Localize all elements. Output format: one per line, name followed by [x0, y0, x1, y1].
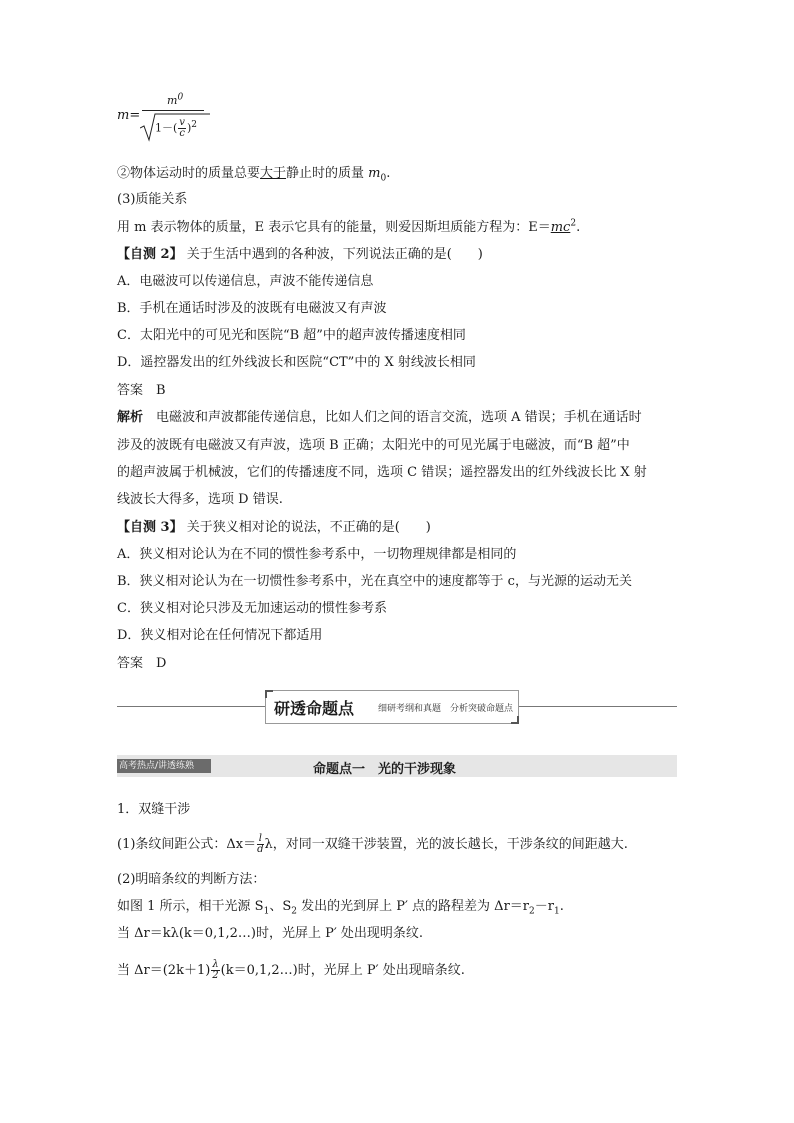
self-test-2-analysis-line-3: 的超声波属于机械波，它们的传播速度不同，选项 C 错误；遥控器发出的红外线波长比 X 射: [117, 465, 647, 480]
analysis-label: 解析: [117, 410, 144, 425]
heading-mass-energy: (3)质能关系: [117, 192, 188, 207]
fringe-spacing-formula: (1)条纹间距公式：Δx＝ $\frac{l}{d}$ λ，对同一双缝干涉装置，光的波长越长，干涉条纹的间距越大.: [117, 833, 628, 855]
self-test-2-stem: 【自测 2】 关于生活中遇到的各种波，下列说法正确的是( ): [117, 247, 483, 262]
self-test-3-stem: 【自测 3】 关于狭义相对论的说法，不正确的是( ): [117, 520, 431, 535]
item-bright-dark-method: (2)明暗条纹的判断方法：: [117, 872, 266, 887]
self-test-2-analysis-line-1: 解析 电磁波和声波都能传递信息，比如人们之间的语言交流，选项 A 错误；手机在通话时: [117, 410, 642, 425]
self-test-3-option-d: D．狭义相对论在任何情况下都适用: [117, 628, 323, 643]
self-test-2-answer: 答案 B: [117, 383, 166, 398]
section-subtitle: 细研考纲和真题 分析突破命题点: [378, 704, 514, 714]
formula-numerator: $m^0$: [167, 92, 184, 107]
self-test-3-option-b: B．狭义相对论认为在一切惯性参考系中，光在真空中的速度都等于 c，与光源的运动无关: [117, 574, 632, 589]
topic-banner: [117, 755, 677, 777]
item-double-slit: 1．双缝干涉: [117, 802, 191, 817]
formula-lhs: m=: [117, 108, 141, 123]
formula-fraction-bar: [142, 110, 204, 111]
self-test-2-analysis-line-2: 涉及的波既有电磁波又有声波，选项 B 正确；太阳光中的可见光属于电磁波，而“B 超”中: [117, 438, 630, 453]
self-test-3-option-a: A．狭义相对论认为在不同的惯性参考系中，一切物理规律都是相同的: [117, 547, 517, 562]
self-test-2-option-a: A．电磁波可以传递信息，声波不能传递信息: [117, 274, 374, 289]
section-rule-right: [519, 706, 677, 707]
self-test-2-option-b: B．手机在通话时涉及的波既有电磁波又有声波: [117, 301, 387, 316]
self-test-2-option-d: D．遥控器发出的红外线波长和医院“CT”中的 X 射线波长相同: [117, 355, 476, 370]
section-title: 研透命题点: [274, 699, 355, 718]
section-header: [117, 690, 677, 730]
self-test-3-option-c: C．狭义相对论只涉及无加速运动的惯性参考系: [117, 601, 387, 616]
self-test-2-analysis-line-4: 线波长大得多，选项 D 错误.: [117, 492, 283, 507]
dark-fringe-condition: 当 Δr＝(2k＋1) $\frac{\lambda}{2}$ (k＝0,1,2…)时，光屏上 P′ 处出现暗条纹.: [117, 959, 465, 981]
self-test-3-answer: 答案 D: [117, 656, 167, 671]
point-2-mass-statement: ②物体运动时的质量总要大于静止时的质量 $m_0$.: [117, 166, 391, 184]
relativistic-mass-formula: [117, 94, 317, 144]
path-difference-statement: 如图 1 所示，相干光源 $S_1$、$S_2$ 发出的光到屏上 P′ 点的路程差为 $\Delta r=r_2-r_1$.: [117, 899, 564, 917]
bright-fringe-condition: 当 Δr＝kλ(k＝0,1,2…)时，光屏上 P′ 处出现明条纹.: [117, 926, 424, 941]
topic-tag: 高考热点/讲透练熟: [117, 759, 211, 773]
mass-energy-equation: 用 m 表示物体的质量，E 表示它具有的能量，则爱因斯坦质能方程为：$E=mc^2$.: [117, 218, 581, 235]
section-rule-left: [117, 706, 265, 707]
topic-title: 命题点一 光的干涉现象: [313, 762, 457, 777]
section-title-box: [265, 690, 519, 724]
self-test-2-option-c: C．太阳光中的可见光和医院“B 超”中的超声波传播速度相同: [117, 328, 466, 343]
formula-denominator: 1－( $\frac{v}{c}$ )$^2$: [155, 117, 197, 139]
